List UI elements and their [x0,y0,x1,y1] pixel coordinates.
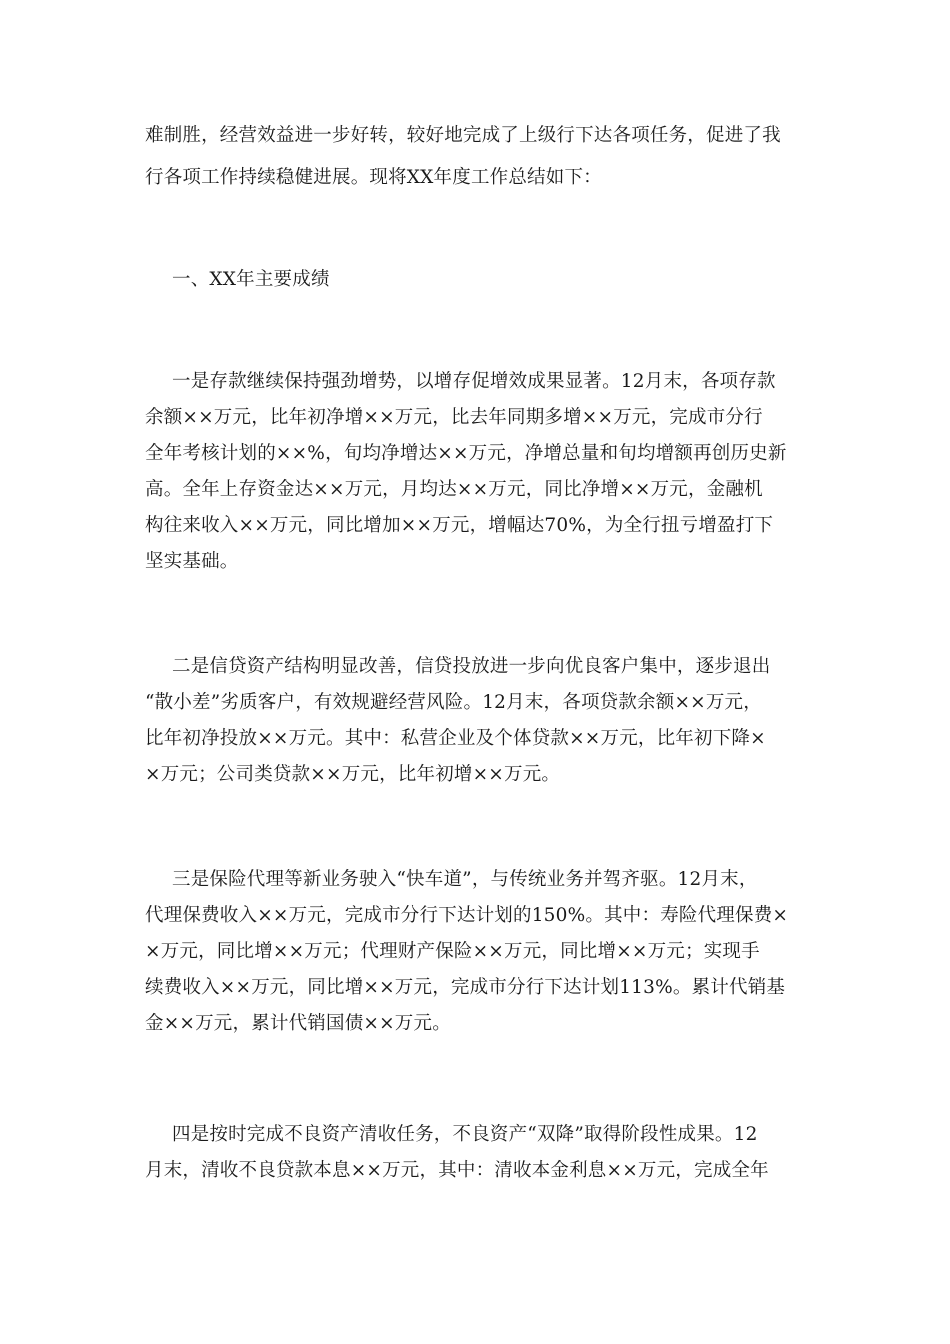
paragraph-line: 构往来收入××万元，同比增加××万元，增幅达70%，为全行扭亏增盈打下 [145,515,774,536]
paragraph-line: 全年考核计划的××%，旬均净增达××万元，净增总量和旬均增额再创历史新 [145,443,787,464]
paragraph-line: ×万元；公司类贷款××万元，比年初增××万元。 [145,764,561,785]
paragraph-line: 月末，清收不良贷款本息××万元，其中：清收本金利息××万元，完成全年 [145,1160,769,1181]
paragraph-line: 续费收入××万元，同比增××万元，完成市分行下达计划113%。累计代销基 [145,977,786,998]
paragraph-line: “散小差”劣质客户，有效规避经营风险。12月末，各项贷款余额××万元， [145,692,762,713]
paragraph-line: 代理保费收入××万元，完成市分行下达计划的150%。其中：寿险代理保费× [145,905,789,926]
paragraph-line: 比年初净投放××万元。其中：私营企业及个体贷款××万元，比年初下降× [145,728,766,749]
paragraph-line: 坚实基础。 [145,551,239,572]
paragraph-line: ×万元，同比增××万元；代理财产保险××万元，同比增××万元；实现手 [145,941,760,962]
paragraph-line: 金××万元，累计代销国债××万元。 [145,1013,451,1034]
paragraph-line: 四是按时完成不良资产清收任务，不良资产“双降”取得阶段性成果。12 [172,1124,758,1145]
intro-line: 行各项工作持续稳健进展。现将XX年度工作总结如下： [145,167,602,188]
section-heading: 一、XX年主要成绩 [172,269,330,290]
paragraph-line: 一是存款继续保持强劲增势，以增存促增效成果显著。12月末，各项存款 [172,371,776,392]
paragraph-line: 高。全年上存资金达××万元，月均达××万元，同比净增××万元，金融机 [145,479,763,500]
paragraph-line: 余额××万元，比年初净增××万元，比去年同期多增××万元，完成市分行 [145,407,763,428]
paragraph-line: 二是信贷资产结构明显改善，信贷投放进一步向优良客户集中，逐步退出 [172,656,771,677]
paragraph-line: 三是保险代理等新业务驶入“快车道”，与传统业务并驾齐驱。12月末， [172,869,758,890]
intro-line: 难制胜，经营效益进一步好转，较好地完成了上级行下达各项任务，促进了我 [145,125,781,146]
